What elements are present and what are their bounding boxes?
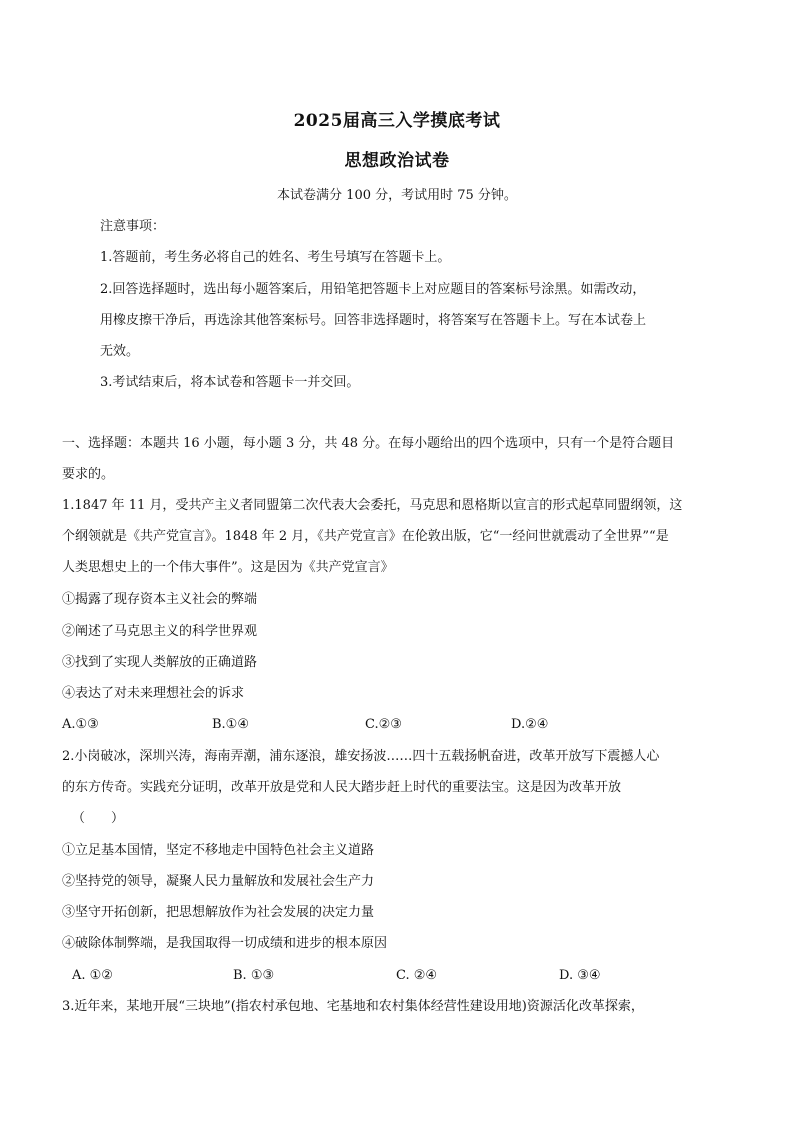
note-2-line-3: 无效。 <box>100 344 140 359</box>
q2-options <box>0 968 794 984</box>
q2-statement-2: ②坚持党的领导，凝聚人民力量解放和发展社会生产力 <box>62 874 375 889</box>
exam-subject: 思想政治试卷 <box>344 151 450 171</box>
note-2-line-1: 2.回答选择题时，选出每小题答案后，用铅笔把答题卡上对应题目的答案标号涂黑。如需改动， <box>100 282 646 297</box>
note-1: 1.答题前，考生务必将自己的姓名、考生号填写在答题卡上。 <box>100 250 451 265</box>
q1-options <box>0 717 794 733</box>
q2-statement-4: ④破除体制弊端，是我国取得一切成绩和进步的根本原因 <box>62 936 388 951</box>
q1-statement-4: ④表达了对未来理想社会的诉求 <box>62 686 245 701</box>
q1-option-c: C.②③ <box>365 717 402 732</box>
q2-stem-line-1: 2.小岗破冰，深圳兴涛，海南弄潮，浦东逐浪，雄安扬波……四十五载扬帆奋进，改革开放写下震撼人心 <box>62 749 660 764</box>
exam-title: 2025届高三入学摸底考试 <box>293 111 501 131</box>
q1-option-a: A.①③ <box>62 717 99 732</box>
q2-statement-3: ③坚守开拓创新，把思想解放作为社会发展的决定力量 <box>62 905 375 920</box>
q1-statement-3: ③找到了实现人类解放的正确道路 <box>62 655 258 670</box>
q2-option-b: B. ①③ <box>233 968 275 983</box>
q1-stem-line-2: 个纲领就是《共产党宣言》。1848 年 2 月，《共产党宣言》在伦敦出版，它“一经问世就震动了全世界”“是 <box>62 529 669 544</box>
q1-option-b: B.①④ <box>212 717 249 732</box>
q1-stem-line-3: 人类思想史上的一个伟大事件”。这是因为《共产党宣言》 <box>62 560 394 575</box>
q3-stem-line-1: 3.近年来，某地开展“三块地”(指农村承包地、宅基地和农村集体经营性建设用地)资源活化改革探索， <box>62 999 644 1014</box>
q1-statement-2: ②阐述了马克思主义的科学世界观 <box>62 624 258 639</box>
q2-statement-1: ①立足基本国情，坚定不移地走中国特色社会主义道路 <box>62 843 375 858</box>
notes-heading: 注意事项： <box>100 219 166 234</box>
q2-option-a: A. ①② <box>72 968 113 983</box>
q2-option-d: D. ③④ <box>559 968 601 983</box>
q2-stem-line-2: 的东方传奇。实践充分证明，改革开放是党和人民大踏步赶上时代的重要法宝。这是因为改革开放 <box>62 780 622 795</box>
section-1-heading-line-1: 一、选择题：本题共 16 小题，每小题 3 分，共 48 分。在每小题给出的四个选项中，只有一个是符合题目 <box>62 436 675 451</box>
note-3: 3.考试结束后，将本试卷和答题卡一并交回。 <box>100 375 360 390</box>
q2-stem-line-3: （ ） <box>72 811 125 826</box>
note-2-line-2: 用橡皮擦干净后，再选涂其他答案标号。回答非选择题时，将答案写在答题卡上。写在本试卷上 <box>100 313 647 328</box>
q1-statement-1: ①揭露了现存资本主义社会的弊端 <box>62 592 258 607</box>
q1-option-d: D.②④ <box>511 717 549 732</box>
section-1-heading-line-2: 要求的。 <box>62 467 115 482</box>
q1-stem-line-1: 1.1847 年 11 月，受共产主义者同盟第二次代表大会委托，马克思和恩格斯以宣言的形式起草同盟纲领，这 <box>62 498 683 513</box>
q2-option-c: C. ②④ <box>396 968 438 983</box>
exam-info: 本试卷满分 100 分，考试用时 75 分钟。 <box>277 188 517 203</box>
